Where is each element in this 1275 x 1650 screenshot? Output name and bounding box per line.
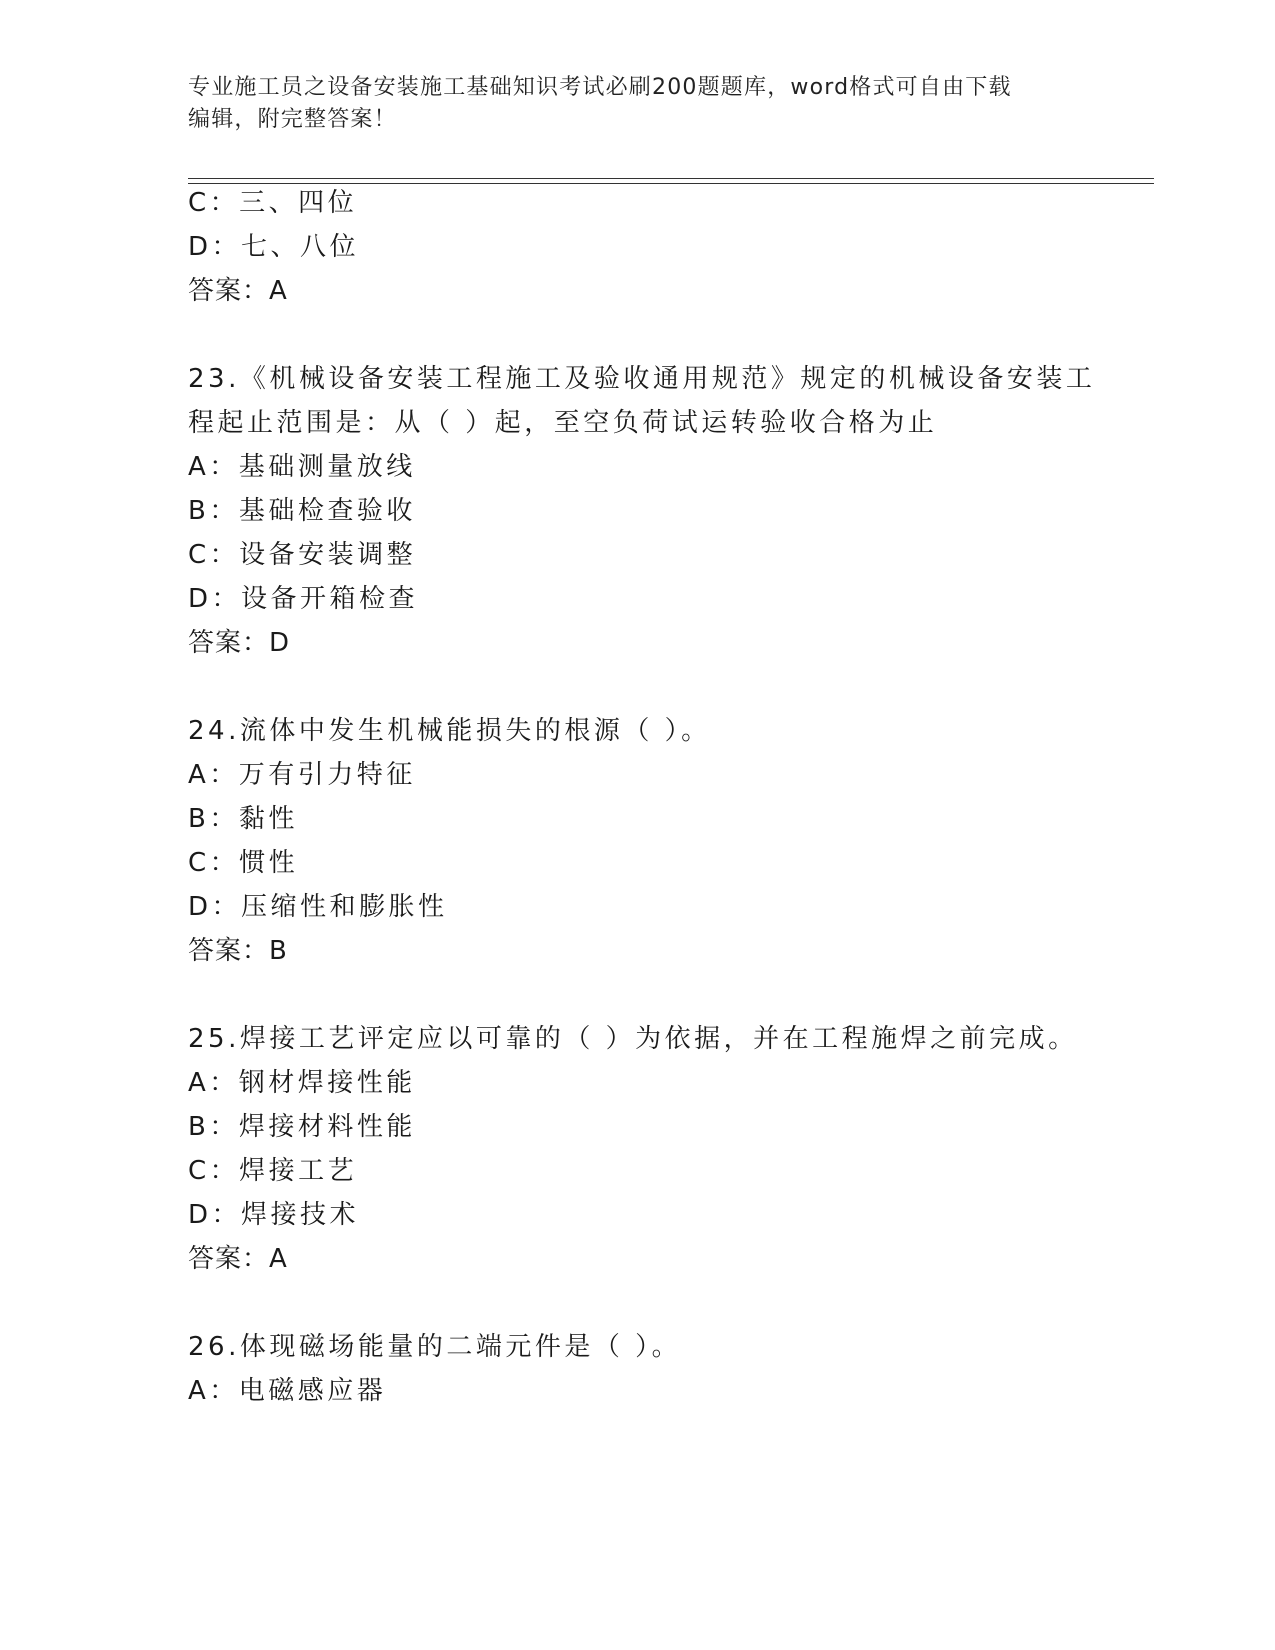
q25-stem: 25.焊接工艺评定应以可靠的（ ）为依据，并在工程施焊之前完成。 — [188, 1024, 1078, 1054]
q23-option-d: D：设备开箱检查 — [188, 584, 419, 614]
header-title-line-2: 编辑，附完整答案！ — [188, 107, 397, 132]
q25-answer: 答案：A — [188, 1244, 288, 1274]
q23-option-a: A：基础测量放线 — [188, 452, 416, 482]
q26-stem: 26.体现磁场能量的二端元件是（ ）。 — [188, 1332, 682, 1362]
q23-option-b: B：基础检查验收 — [188, 496, 416, 526]
header-double-rule — [188, 178, 1154, 184]
q24-stem: 24.流体中发生机械能损失的根源（ ）。 — [188, 716, 711, 746]
q24-option-b: B：黏性 — [188, 804, 298, 834]
q24-option-c: C：惯性 — [188, 848, 299, 878]
q24-option-a: A：万有引力特征 — [188, 760, 416, 790]
q25-option-d: D：焊接技术 — [188, 1200, 360, 1230]
q23-answer: 答案：D — [188, 628, 291, 658]
q23-stem-line-1: 23.《机械设备安装工程施工及验收通用规范》规定的机械设备安装工 — [188, 364, 1096, 394]
document-header — [188, 72, 1068, 136]
q25-option-a: A：钢材焊接性能 — [188, 1068, 416, 1098]
q23-option-c: C：设备安装调整 — [188, 540, 417, 570]
q25-option-b: B：焊接材料性能 — [188, 1112, 416, 1142]
q24-option-d: D：压缩性和膨胀性 — [188, 892, 448, 922]
q24-answer: 答案：B — [188, 936, 288, 966]
prev-answer: 答案：A — [188, 276, 288, 306]
prev-option-c: C：三、四位 — [188, 188, 358, 218]
q23-stem-line-2: 程起止范围是：从（ ）起，至空负荷试运转验收合格为止 — [188, 408, 938, 438]
prev-option-d: D：七、八位 — [188, 232, 360, 262]
q25-option-c: C：焊接工艺 — [188, 1156, 358, 1186]
q26-option-a: A：电磁感应器 — [188, 1376, 387, 1406]
header-title-line-1: 专业施工员之设备安装施工基础知识考试必刷200题题库，word格式可自由下载 — [188, 75, 1012, 100]
